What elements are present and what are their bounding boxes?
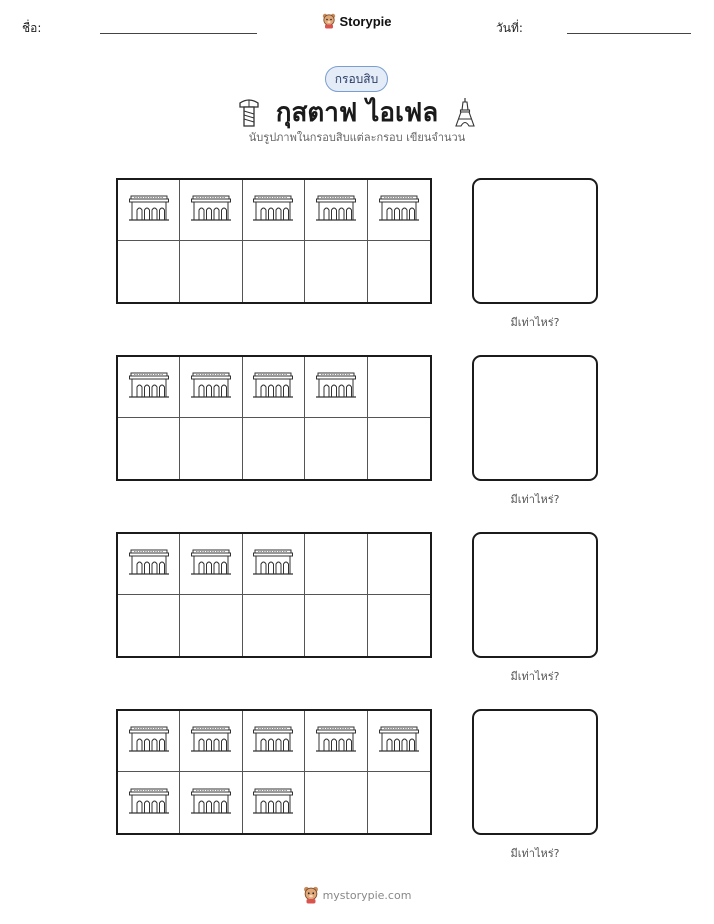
frame-cell bbox=[180, 534, 242, 595]
brand-name: Storypie bbox=[339, 13, 392, 29]
answer-box[interactable] bbox=[472, 532, 598, 658]
title-text: กุสตาฟ ไอเฟล bbox=[275, 98, 439, 128]
frame-cell bbox=[180, 595, 242, 656]
bridge-icon bbox=[128, 193, 170, 227]
question-label: มีเท่าไหร่? bbox=[510, 316, 560, 329]
frame-cell bbox=[243, 595, 305, 656]
bridge-icon bbox=[190, 547, 232, 581]
worksheet-title bbox=[0, 92, 714, 133]
frame-cell bbox=[305, 534, 367, 595]
frame-cell bbox=[368, 418, 430, 479]
frame-cell bbox=[118, 772, 180, 833]
frame-cell bbox=[180, 180, 242, 241]
frame-cell bbox=[243, 180, 305, 241]
frame-cell bbox=[243, 711, 305, 772]
frame-cell bbox=[368, 241, 430, 302]
question-label: มีเท่าไหร่? bbox=[510, 493, 560, 506]
answer-box[interactable] bbox=[472, 355, 598, 481]
frame-cell bbox=[243, 772, 305, 833]
bridge-icon bbox=[315, 370, 357, 404]
question-label: มีเท่าไหร่? bbox=[510, 847, 560, 860]
frame-cell bbox=[118, 241, 180, 302]
bridge-icon bbox=[190, 724, 232, 758]
frame-cell bbox=[368, 595, 430, 656]
frame-cell bbox=[243, 357, 305, 418]
ten-frame bbox=[116, 178, 432, 304]
frame-cell bbox=[305, 418, 367, 479]
bear-logo-icon bbox=[303, 886, 319, 904]
bridge-icon bbox=[252, 786, 294, 820]
frame-cell bbox=[118, 418, 180, 479]
bridge-icon bbox=[378, 724, 420, 758]
bridge-icon bbox=[128, 786, 170, 820]
frame-cell bbox=[305, 772, 367, 833]
bridge-icon bbox=[190, 193, 232, 227]
name-label: ชื่อ: bbox=[22, 21, 42, 35]
bridge-icon bbox=[315, 724, 357, 758]
bridge-icon bbox=[252, 724, 294, 758]
bridge-icon bbox=[128, 547, 170, 581]
ten-frame bbox=[116, 709, 432, 835]
frame-cell bbox=[180, 711, 242, 772]
brand-logo bbox=[0, 13, 714, 29]
bridge-icon bbox=[252, 547, 294, 581]
footer-url[interactable]: mystorypie.com bbox=[322, 888, 412, 902]
frame-cell bbox=[368, 534, 430, 595]
frame-cell bbox=[368, 711, 430, 772]
bridge-icon bbox=[190, 786, 232, 820]
frame-cell bbox=[180, 241, 242, 302]
bridge-icon bbox=[378, 193, 420, 227]
bridge-icon bbox=[315, 193, 357, 227]
ten-frame bbox=[116, 355, 432, 481]
frame-cell bbox=[118, 534, 180, 595]
frame-cell bbox=[368, 772, 430, 833]
frame-cell bbox=[305, 241, 367, 302]
bridge-icon bbox=[252, 193, 294, 227]
bolt-icon bbox=[238, 98, 260, 128]
answer-box[interactable] bbox=[472, 709, 598, 835]
date-label: วันที่: bbox=[496, 21, 523, 35]
frame-cell bbox=[118, 595, 180, 656]
eiffel-tower-icon bbox=[454, 98, 476, 128]
name-line[interactable] bbox=[100, 33, 257, 34]
instructions: นับรูปภาพในกรอบสิบแต่ละกรอบ เขียนจำนวน bbox=[248, 131, 466, 144]
frame-cell bbox=[180, 357, 242, 418]
frame-cell bbox=[243, 241, 305, 302]
frame-cell bbox=[305, 180, 367, 241]
frame-cell bbox=[118, 711, 180, 772]
frame-cell bbox=[243, 418, 305, 479]
frame-cell bbox=[118, 180, 180, 241]
answer-box[interactable] bbox=[472, 178, 598, 304]
frame-cell bbox=[180, 418, 242, 479]
frame-cell bbox=[305, 595, 367, 656]
topic-badge: กรอบสิบ bbox=[325, 66, 388, 92]
footer bbox=[0, 886, 714, 904]
bear-logo-icon bbox=[322, 13, 336, 29]
question-label: มีเท่าไหร่? bbox=[510, 670, 560, 683]
frame-cell bbox=[180, 772, 242, 833]
frame-cell bbox=[368, 357, 430, 418]
frame-cell bbox=[305, 711, 367, 772]
frame-cell bbox=[243, 534, 305, 595]
bridge-icon bbox=[128, 724, 170, 758]
ten-frame bbox=[116, 532, 432, 658]
frame-cell bbox=[118, 357, 180, 418]
bridge-icon bbox=[252, 370, 294, 404]
bridge-icon bbox=[128, 370, 170, 404]
date-line[interactable] bbox=[567, 33, 691, 34]
frame-cell bbox=[305, 357, 367, 418]
bridge-icon bbox=[190, 370, 232, 404]
frame-cell bbox=[368, 180, 430, 241]
